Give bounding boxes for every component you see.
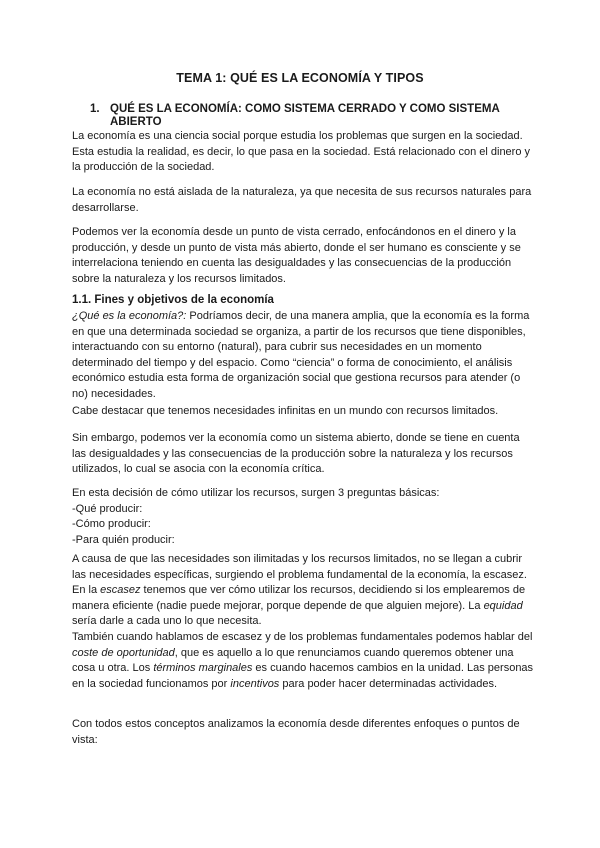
question-text: ¿Qué es la economía?:: [72, 310, 187, 322]
term-incentivos: incentivos: [230, 677, 280, 690]
question-item: -Qué producir:: [72, 502, 143, 515]
paragraph-2: La economía no está aislada de la naturaleza, ya que necesita de sus recursos naturales para desarrollarse.: [72, 186, 532, 214]
paragraph-9: [72, 630, 534, 692]
text-run: para poder hacer determinadas actividades.: [279, 677, 497, 690]
paragraph-6: Sin embargo, podemos ver la economía como un sistema abierto, donde se tiene en cuenta las desigualdades y las consecuencias de la producción sobre la naturaleza y los recursos utilizados, lo cual se asocia con la economía crítica.: [72, 432, 520, 476]
paragraph-7: [72, 486, 534, 548]
section-heading-1: [90, 103, 530, 129]
paragraph-8: [72, 552, 534, 630]
subsection-heading-1-1: 1.1. Fines y objetivos de la economía: [72, 294, 274, 306]
questions-intro: En esta decisión de cómo utilizar los recursos, surgen 3 preguntas básicas:: [72, 487, 440, 499]
paragraph-4-text: Podríamos decir, de una manera amplia, que la economía es la forma en que una determinada sociedad se organiza, a partir de los recursos que tiene disponibles, interactuando con su entorno (natural), para cubrir sus necesidades en un momento determinado del tiempo y del espacio. Como “ciencia” o forma de conocimiento, el análisis económico estudia esta forma de organización social que gestiona recursos para atender (o no) necesidades.: [72, 310, 530, 400]
text-run: También cuando hablamos de escasez y de los problemas fundamentales podemos hablar del: [72, 631, 533, 643]
question-item: -Cómo producir:: [72, 518, 151, 531]
text-run: sería darle a cada uno lo que necesita.: [72, 615, 262, 628]
paragraph-1: La economía es una ciencia social porque estudia los problemas que surgen en la sociedad. Esta estudia la realidad, es decir, lo que pasa en la sociedad. Está relacionado con el dinero y la producción de la sociedad.: [72, 130, 531, 174]
paragraph-10: Con todos estos conceptos analizamos la economía desde diferentes enfoques o puntos de vista:: [72, 718, 520, 746]
question-item: -Para quién producir:: [72, 533, 175, 546]
text-run: es cuando hacemos cambios en la unidad. Las personas en la sociedad funcionamos por: [72, 662, 534, 690]
term-coste-oportunidad: coste de oportunidad: [72, 646, 175, 659]
page-title: TEMA 1: QUÉ ES LA ECONOMÍA Y TIPOS: [176, 71, 424, 85]
text-run: , que es aquello a lo que renunciamos cuando queremos obtener una cosa u otra. Los: [72, 646, 514, 675]
term-terminos-marginales: términos marginales: [153, 662, 253, 675]
text-run: A causa de que las necesidades son ilimitadas y los recursos limitados, no se llegan a cubrir las necesidades específicas, surgiendo el problema fundamental de la economía, la escasez. En la: [72, 553, 527, 597]
section-number: 1.: [90, 103, 100, 115]
term-escasez: escasez: [100, 584, 141, 597]
paragraph-5: Cabe destacar que tenemos necesidades infinitas en un mundo con recursos limitados.: [72, 405, 499, 417]
term-equidad: equidad: [483, 599, 523, 612]
paragraph-4: [72, 309, 534, 403]
section-heading-text: QUÉ ES LA ECONOMÍA: COMO SISTEMA CERRADO Y COMO SISTEMA ABIERTO: [110, 103, 500, 128]
text-run: tenemos que ver cómo utilizar los recursos, decidiendo si los emplearemos de manera eficiente (nadie puede mejorar, porque depende de que alguien mejore). La: [72, 584, 526, 612]
paragraph-3: Podemos ver la economía desde un punto de vista cerrado, enfocándonos en el dinero y la producción, y desde un punto de vista más abierto, donde el ser humano es consciente y se interrelaciona teniendo en cuenta las desigualdades y las consecuencias de la producción sobre la naturaleza y los recursos limitados.: [72, 226, 521, 285]
